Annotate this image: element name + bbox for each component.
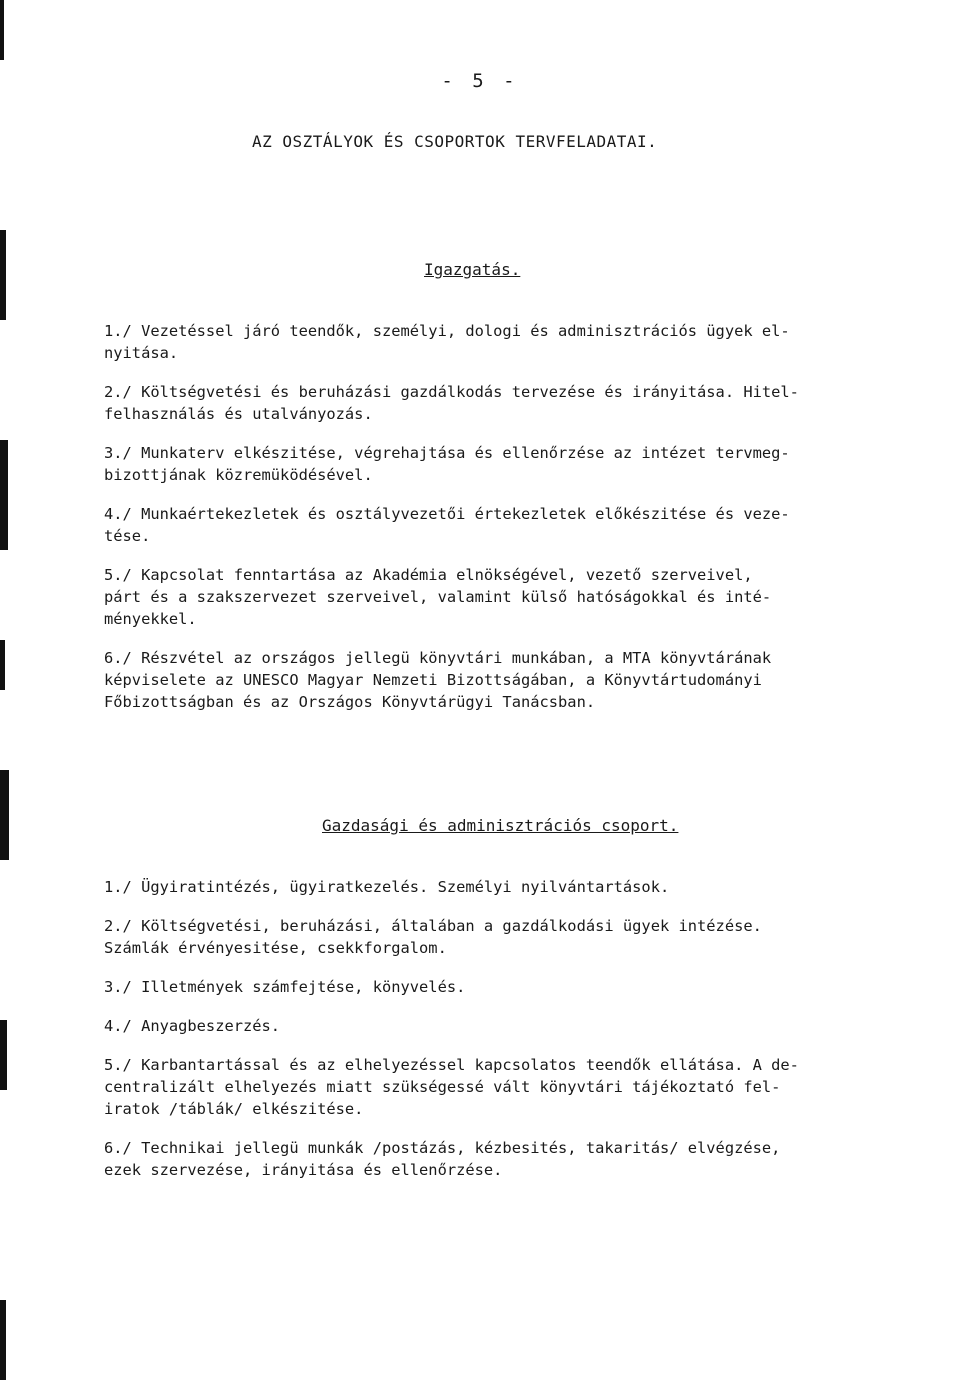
list-item: 5./ Kapcsolat fenntartása az Akadémia elnökségével, vezető szerveivel, párt és a szakszervezet szerveivel, valamint külső hatóságokkal és inté- ményekkel. [104, 566, 772, 628]
scan-edge-shadow [0, 440, 8, 550]
scan-edge-shadow [0, 1020, 7, 1090]
igazgatas-task-list [104, 320, 904, 730]
list-item: 2./ Költségvetési és beruházási gazdálkodás tervezése és irányitása. Hitel- felhasználás és utalványozás. [104, 383, 799, 423]
page-number: - 5 - [441, 70, 519, 92]
list-item: 4./ Anyagbeszerzés. [104, 1017, 281, 1035]
list-item: 2./ Költségvetési, beruházási, általában a gazdálkodási ügyek intézése. Számlák érvényesitése, csekkforgalom. [104, 917, 762, 957]
list-item: 1./ Vezetéssel járó teendők, személyi, dologi és adminisztrációs ügyek el- nyitása. [104, 322, 790, 362]
scan-edge-shadow [0, 1300, 6, 1380]
scan-edge-shadow [0, 0, 4, 60]
list-item: 6./ Részvétel az országos jellegü könyvtári munkában, a MTA könyvtárának képviselete az UNESCO Magyar Nemzeti Bizottságában, a Könyvtártudományi Főbizottságban és az Országos Könyvtárügyi Tanácsban. [104, 649, 772, 711]
list-item: 4./ Munkaértekezletek és osztályvezetői értekezletek előkészitése és veze- tése. [104, 505, 790, 545]
document-title: AZ OSZTÁLYOK ÉS CSOPORTOK TERVFELADATAI. [252, 132, 658, 151]
list-item: 5./ Karbantartással és az elhelyezéssel kapcsolatos teendők ellátása. A de- centralizált elhelyezés miatt szükségessé vált könyvtári tájékoztató fel- iratok /táblák/ elkészitése. [104, 1056, 799, 1118]
scan-edge-shadow [0, 770, 9, 860]
scan-edge-shadow [0, 640, 5, 690]
list-item: 1./ Ügyiratintézés, ügyiratkezelés. Személyi nyilvántartások. [104, 878, 670, 896]
section-heading-igazgatas: Igazgatás. [424, 260, 521, 279]
list-item: 6./ Technikai jellegü munkák /postázás, kézbesités, takaritás/ elvégzése, ezek szervezése, irányitása és ellenőrzése. [104, 1139, 781, 1179]
section-heading-gazdasagi: Gazdasági és adminisztrációs csoport. [322, 816, 679, 835]
list-item: 3./ Illetmények számfejtése, könyvelés. [104, 978, 466, 996]
gazdasagi-task-list [104, 876, 904, 1198]
scan-edge-shadow [0, 230, 6, 320]
list-item: 3./ Munkaterv elkészitése, végrehajtása és ellenőrzése az intézet tervmeg- bizottjának közremüködésével. [104, 444, 790, 484]
